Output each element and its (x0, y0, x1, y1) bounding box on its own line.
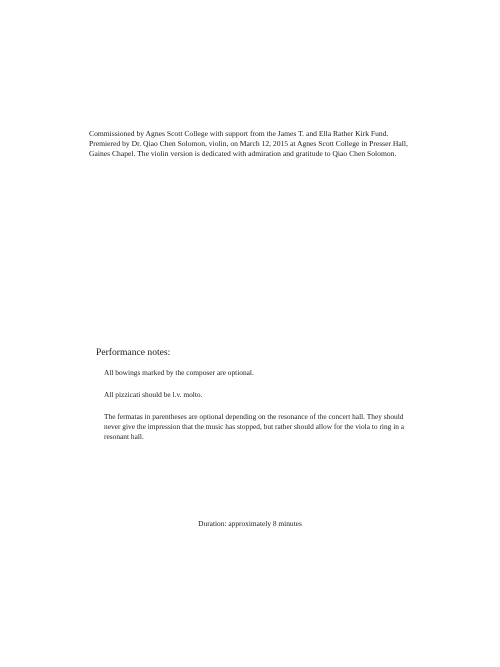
performance-note-item: The fermatas in parentheses are optional depending on the resonance of the concert hall. They should never give the impression that the music has stopped, but rather should allow for the viola to ring in a resonant hall. (104, 412, 405, 441)
commission-paragraph (89, 129, 419, 159)
performance-note-item: All pizzicati should be l.v. molto. (104, 390, 203, 399)
performance-notes-list (104, 368, 414, 454)
performance-note-item: All bowings marked by the composer are optional. (104, 368, 254, 377)
performance-notes-heading: Performance notes: (96, 347, 171, 358)
duration-text: Duration: approximately 8 minutes (198, 519, 302, 528)
commission-text: Commissioned by Agnes Scott College with support from the James T. and Ella Rather Kirk Fund. Premiered by Dr. Qiao Chen Solomon, violin, on March 12, 2015 at Agnes Scott College in Presser Hall, Gaines Chapel. The violin version is dedicated with admiration and gratitude to Qiao Chen Solomon. (89, 129, 408, 158)
